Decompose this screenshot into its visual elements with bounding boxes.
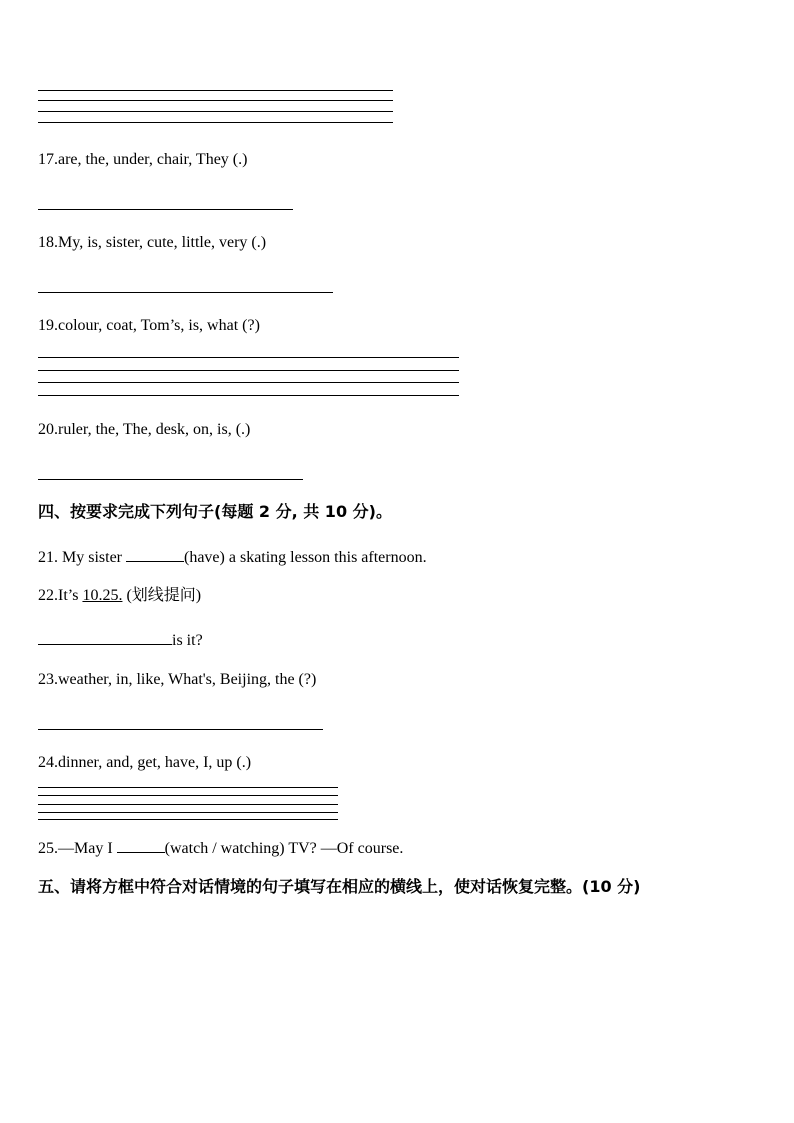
question-number: 20. — [38, 421, 58, 438]
writing-line[interactable] — [38, 787, 338, 788]
writing-line[interactable] — [38, 111, 393, 112]
question-24 — [38, 753, 251, 773]
question-number: 24. — [38, 754, 58, 771]
question-text: dinner, and, get, have, I, up (.) — [58, 754, 252, 771]
section-5-heading: 五、请将方框中符合对话情境的句子填写在相应的横线上，使对话恢复完整。(10 分) — [38, 877, 641, 896]
writing-line[interactable] — [38, 370, 459, 371]
question-number: 18. — [38, 234, 58, 251]
question-text: is it? — [172, 632, 203, 649]
answer-blank[interactable] — [117, 836, 165, 853]
answer-line-17[interactable] — [38, 209, 293, 210]
question-text: (have) a skating lesson this afternoon. — [184, 549, 427, 566]
writing-line[interactable] — [38, 382, 459, 383]
writing-line[interactable] — [38, 357, 459, 358]
answer-blank[interactable] — [38, 628, 172, 645]
question-17 — [38, 150, 247, 170]
question-text: —May I — [58, 840, 117, 857]
question-text: (watch / watching) TV? —Of course. — [164, 840, 404, 857]
writing-line[interactable] — [38, 122, 393, 123]
question-19 — [38, 316, 260, 336]
question-25 — [38, 836, 403, 859]
writing-line[interactable] — [38, 395, 459, 396]
question-20 — [38, 420, 250, 440]
answer-line-18[interactable] — [38, 292, 333, 293]
writing-line[interactable] — [38, 100, 393, 101]
question-number: 17. — [38, 151, 58, 168]
question-number: 19. — [38, 317, 58, 334]
writing-line[interactable] — [38, 812, 338, 813]
question-text: My, is, sister, cute, little, very (.) — [58, 234, 267, 251]
answer-line-23[interactable] — [38, 729, 323, 730]
question-21 — [38, 545, 427, 568]
answer-line-20[interactable] — [38, 479, 303, 480]
question-number: 21. — [38, 549, 58, 566]
question-number: 25. — [38, 840, 58, 857]
question-text: It’s — [58, 587, 83, 604]
section-4-heading: 四、按要求完成下列句子(每题 2 分, 共 10 分)。 — [38, 502, 392, 521]
question-number: 23. — [38, 671, 58, 688]
question-text: My sister — [58, 549, 126, 566]
underlined-time: 10.25. — [82, 587, 123, 604]
question-23 — [38, 670, 316, 690]
question-text: are, the, under, chair, They (.) — [58, 151, 248, 168]
question-22 — [38, 586, 201, 606]
answer-blank[interactable] — [126, 545, 184, 562]
question-text: ruler, the, The, desk, on, is, (.) — [58, 421, 251, 438]
question-instruction: (划线提问) — [122, 587, 202, 604]
writing-line[interactable] — [38, 90, 393, 91]
writing-line[interactable] — [38, 804, 338, 805]
writing-line[interactable] — [38, 795, 338, 796]
question-text: weather, in, like, What's, Beijing, the (?) — [58, 671, 317, 688]
writing-line[interactable] — [38, 819, 338, 820]
question-22-answer — [38, 628, 203, 651]
question-number: 22. — [38, 587, 58, 604]
question-text: colour, coat, Tom’s, is, what (?) — [58, 317, 260, 334]
question-18 — [38, 233, 266, 253]
